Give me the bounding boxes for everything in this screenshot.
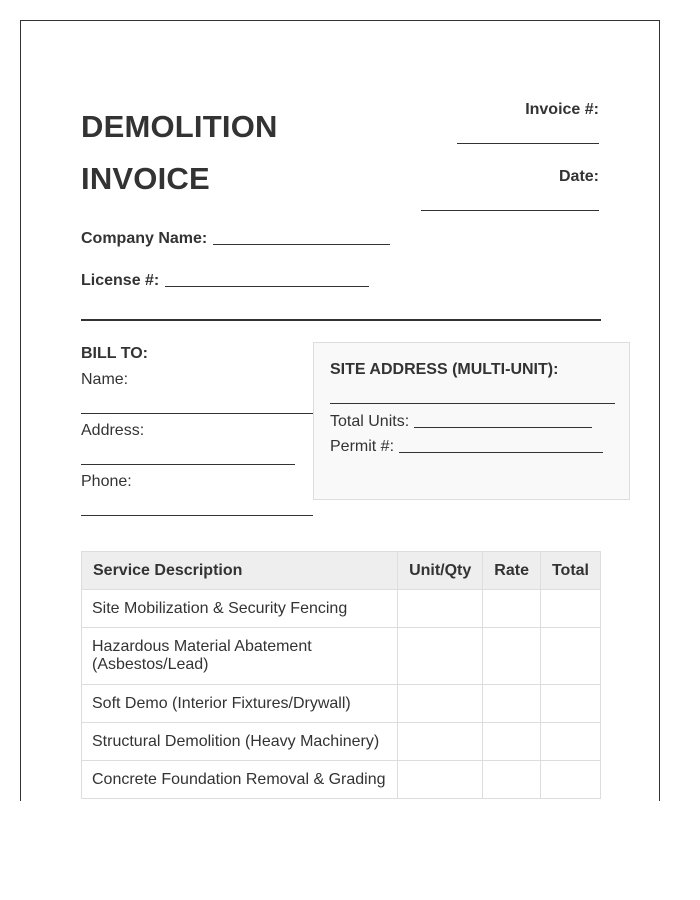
- total-units-label: Total Units:: [330, 413, 410, 430]
- permit-row: [330, 438, 603, 456]
- header-total: Total: [540, 552, 600, 590]
- section-divider: [81, 319, 601, 321]
- site-address-field[interactable]: [330, 403, 615, 404]
- header-rate: Rate: [483, 552, 541, 590]
- rate-cell[interactable]: [483, 723, 541, 761]
- table-row: [82, 685, 601, 723]
- service-description-cell: Soft Demo (Interior Fixtures/Drywall): [82, 685, 398, 723]
- qty-cell[interactable]: [398, 723, 483, 761]
- invoice-number-label: Invoice #:: [525, 101, 599, 118]
- license-label: License #:: [81, 272, 160, 289]
- site-address-box: [313, 342, 630, 500]
- table-row: [82, 761, 601, 799]
- license-field[interactable]: [165, 272, 369, 287]
- invoice-title-line-2: INVOICE: [81, 161, 210, 196]
- bill-phone-field[interactable]: [81, 515, 313, 516]
- header-unit-qty: Unit/Qty: [398, 552, 483, 590]
- invoice-page: [20, 20, 660, 801]
- invoice-title-line-1: DEMOLITION: [81, 109, 278, 144]
- date-field[interactable]: [421, 198, 599, 211]
- company-name-field[interactable]: [213, 230, 390, 245]
- rate-cell[interactable]: [483, 628, 541, 685]
- qty-cell[interactable]: [398, 628, 483, 685]
- bill-to-heading: BILL TO:: [81, 345, 148, 362]
- table-row: [82, 723, 601, 761]
- bill-phone-label: Phone:: [81, 473, 132, 490]
- site-address-heading: SITE ADDRESS (MULTI-UNIT):: [330, 361, 559, 378]
- services-table: [81, 551, 601, 799]
- invoice-number-field[interactable]: [457, 131, 599, 144]
- bill-name-field[interactable]: [81, 413, 313, 414]
- bill-address-label: Address:: [81, 422, 145, 439]
- qty-cell[interactable]: [398, 685, 483, 723]
- total-cell[interactable]: [540, 761, 600, 799]
- header-service-description: Service Description: [82, 552, 398, 590]
- rate-cell[interactable]: [483, 761, 541, 799]
- license-row: [81, 272, 369, 290]
- bill-name-label: Name:: [81, 371, 129, 388]
- rate-cell[interactable]: [483, 590, 541, 628]
- table-row: [82, 628, 601, 685]
- total-cell[interactable]: [540, 685, 600, 723]
- bill-address-field[interactable]: [81, 464, 295, 465]
- total-units-row: [330, 413, 592, 431]
- company-name-row: [81, 230, 390, 248]
- total-cell[interactable]: [540, 590, 600, 628]
- date-label: Date:: [558, 168, 599, 185]
- service-description-cell: Concrete Foundation Removal & Grading: [82, 761, 398, 799]
- table-row: [82, 590, 601, 628]
- rate-cell[interactable]: [483, 685, 541, 723]
- total-units-field[interactable]: [414, 413, 592, 428]
- total-cell[interactable]: [540, 723, 600, 761]
- company-name-label: Company Name:: [81, 230, 208, 247]
- qty-cell[interactable]: [398, 590, 483, 628]
- service-description-cell: Structural Demolition (Heavy Machinery): [82, 723, 398, 761]
- total-cell[interactable]: [540, 628, 600, 685]
- qty-cell[interactable]: [398, 761, 483, 799]
- table-header-row: [82, 552, 601, 590]
- service-description-cell: Hazardous Material Abatement (Asbestos/Lead): [82, 628, 398, 685]
- permit-field[interactable]: [399, 438, 603, 453]
- permit-label: Permit #:: [330, 438, 395, 455]
- service-description-cell: Site Mobilization & Security Fencing: [82, 590, 398, 628]
